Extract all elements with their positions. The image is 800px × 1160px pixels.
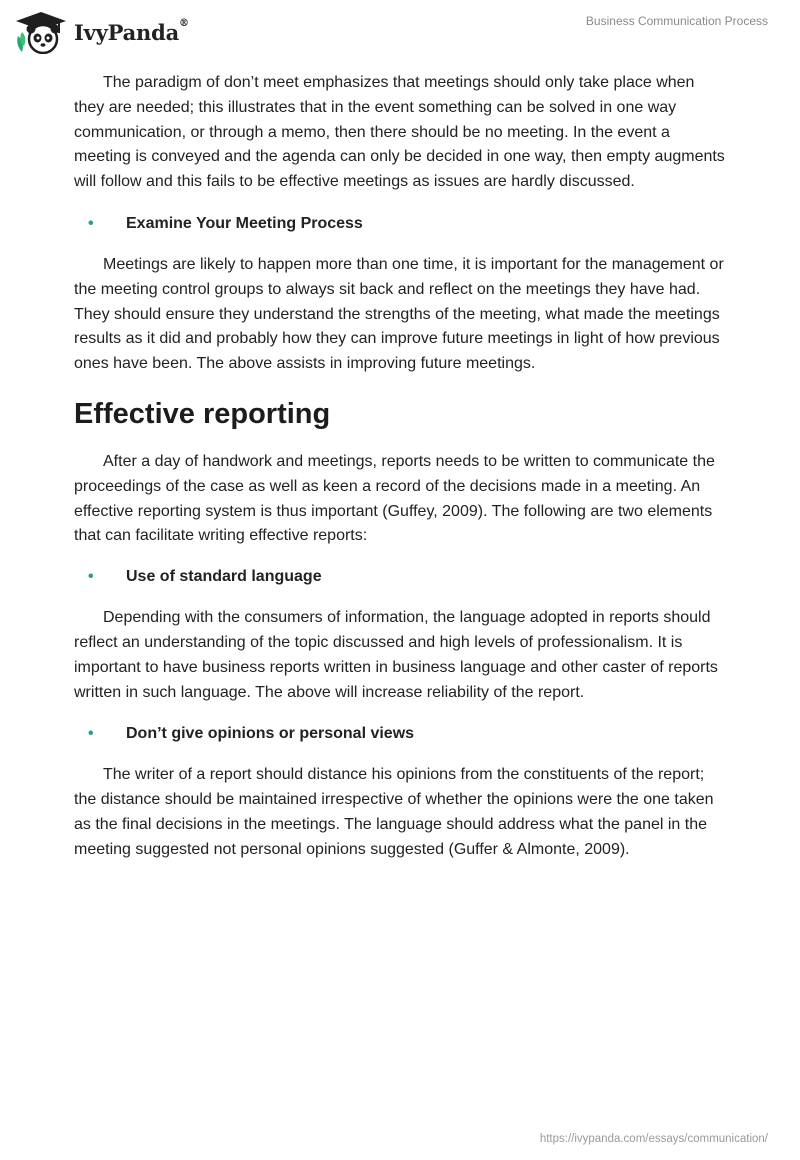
logo-wordmark [74, 17, 189, 45]
bullet-label: Use of standard language [126, 568, 322, 586]
bullet-no-opinions [74, 723, 728, 745]
registered-mark: ® [179, 17, 189, 29]
logo-text: IvyPanda [74, 19, 180, 45]
page-header [0, 0, 800, 64]
bullet-label: Don’t give opinions or personal views [126, 725, 415, 743]
paragraph-reporting-intro: After a day of handwork and meetings, reports needs to be written to communicate the proceedings of the case as well as keen a record of the decisions made in a meeting. An effective reporting system is thus important (Guffey, 2009). The following are two elements that can facilitate writing effective reports: [74, 452, 715, 545]
section-heading-effective-reporting: Effective reporting [74, 397, 331, 430]
paragraph-dont-meet: The paradigm of don’t meet emphasizes that meetings should only take place when they are needed; this illustrates that in the event something can be solved in one way communication, or through a memo, then there should be no meeting. In the event a meeting is conveyed and the agenda can only be decided in one way, then empty augments will follow and this fails to be effective meetings as issues are hardly discussed. [74, 74, 725, 191]
bullet-label: Examine Your Meeting Process [126, 214, 363, 232]
paragraph-no-opinions: The writer of a report should distance his opinions from the constituents of the report; the distance should be maintained irrespective of whether the opinions were the one taken as the final decisions in the meetings. The language should address what the panel in the meeting suggested not personal opinions suggested (Guffer & Almonte, 2009). [74, 766, 714, 858]
paragraph-standard-language: Depending with the consumers of information, the language adopted in reports should reflect an understanding of the topic discussed and high levels of professionalism. It is important to have business reports written in business language and other caster of reports written in such language. The above will increase reliability of the report. [74, 609, 718, 701]
bullet-standard-language [74, 566, 728, 588]
ivypanda-logo[interactable] [14, 10, 189, 54]
bullet-icon: • [88, 725, 94, 743]
bullet-icon: • [88, 568, 94, 586]
bullet-icon: • [88, 214, 94, 232]
essay-content [74, 71, 728, 863]
paragraph-meeting-process: Meetings are likely to happen more than one time, it is important for the management or the meeting control groups to always sit back and reflect on the meetings they have had. They should ensure they understand the strengths of the meeting, what made the meetings results as it did and probably how they can improve future meetings in light of how previous ones have been. The above assists in improving future meetings. [74, 255, 724, 373]
panda-graduate-icon [14, 10, 68, 54]
bullet-examine-meeting-process [74, 213, 728, 235]
source-url[interactable]: https://ivypanda.com/essays/communication/ [539, 1133, 768, 1145]
document-title: Business Communication Process [585, 14, 768, 28]
